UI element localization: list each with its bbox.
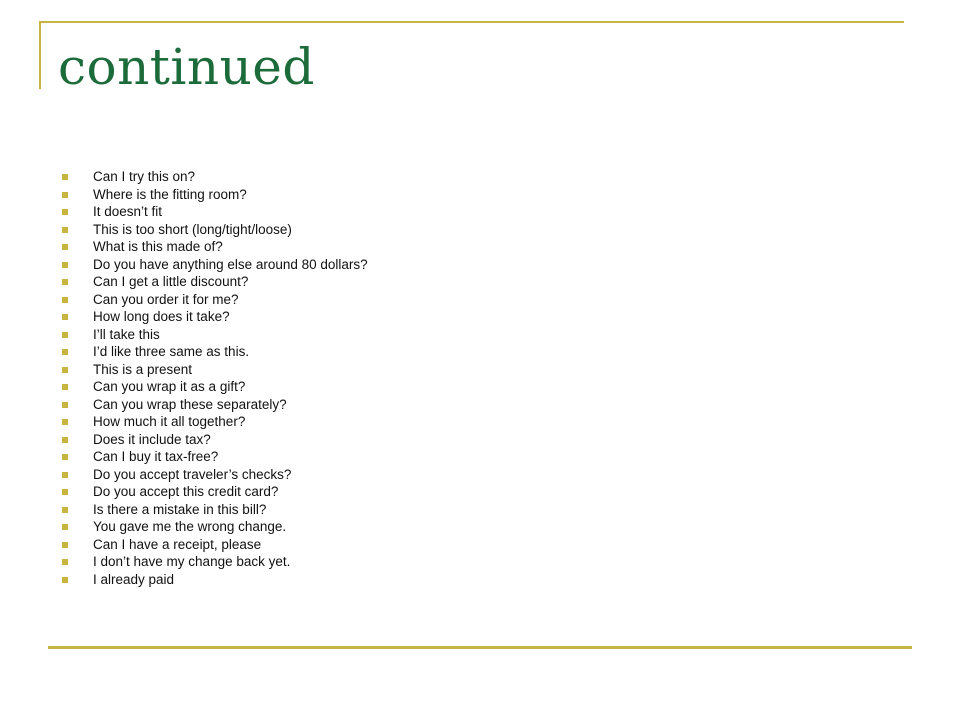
bullet-item <box>60 326 880 344</box>
bullet-item <box>60 221 880 239</box>
bullet-item <box>60 396 880 414</box>
bullet-item <box>60 413 880 431</box>
square-bullet-icon <box>62 384 68 390</box>
square-bullet-icon <box>62 542 68 548</box>
square-bullet-icon <box>62 314 68 320</box>
square-bullet-icon <box>62 489 68 495</box>
square-bullet-icon <box>62 262 68 268</box>
square-bullet-icon <box>62 349 68 355</box>
bullet-item <box>60 168 880 186</box>
bullet-item <box>60 291 880 309</box>
bullet-text: I’d like three same as this. <box>93 344 250 359</box>
square-bullet-icon <box>62 472 68 478</box>
bullet-text: I don’t have my change back yet. <box>93 554 291 569</box>
bullet-text: You gave me the wrong change. <box>93 519 287 534</box>
bullet-item <box>60 431 880 449</box>
square-bullet-icon <box>62 454 68 460</box>
bullet-text: Is there a mistake in this bill? <box>93 501 267 517</box>
square-bullet-icon <box>62 402 68 408</box>
bullet-list <box>60 168 880 588</box>
bullet-item <box>60 203 880 221</box>
square-bullet-icon <box>62 192 68 198</box>
bullet-item <box>60 361 880 379</box>
square-bullet-icon <box>62 209 68 215</box>
bullet-item <box>60 238 880 256</box>
square-bullet-icon <box>62 507 68 513</box>
bullet-text: Can I try this on? <box>93 169 196 184</box>
square-bullet-icon <box>62 437 68 443</box>
square-bullet-icon <box>62 419 68 425</box>
bullet-item <box>60 466 880 484</box>
bullet-text: I’ll take this <box>93 326 160 342</box>
bullet-text: Can you order it for me? <box>93 291 239 307</box>
bullet-text: It doesn’t fit <box>93 204 163 219</box>
bullet-item <box>60 378 880 396</box>
square-bullet-icon <box>62 332 68 338</box>
bullet-text: Where is the fitting room? <box>93 186 247 202</box>
bullet-item <box>60 536 880 554</box>
bullet-text: This is too short (long/tight/loose) <box>93 221 292 237</box>
bullet-item <box>60 448 880 466</box>
bullet-text: How much it all together? <box>93 414 246 429</box>
square-bullet-icon <box>62 227 68 233</box>
bottom-rule <box>48 646 912 649</box>
bullet-text: Can I get a little discount? <box>93 274 249 289</box>
bullet-text: This is a present <box>93 361 193 377</box>
bullet-text: Can you wrap it as a gift? <box>93 379 246 394</box>
bullet-item <box>60 553 880 571</box>
bullet-item <box>60 273 880 291</box>
bullet-item <box>60 518 880 536</box>
bullet-text: Do you accept traveler’s checks? <box>93 466 292 482</box>
bullet-item <box>60 256 880 274</box>
slide-title: continued <box>58 38 315 96</box>
square-bullet-icon <box>62 559 68 565</box>
bullet-item <box>60 501 880 519</box>
square-bullet-icon <box>62 174 68 180</box>
bullet-text: What is this made of? <box>93 239 223 254</box>
bullet-item <box>60 571 880 589</box>
square-bullet-icon <box>62 524 68 530</box>
bullet-item <box>60 483 880 501</box>
bullet-text: Can I have a receipt, please <box>93 536 262 552</box>
square-bullet-icon <box>62 279 68 285</box>
bullet-text: Do you have anything else around 80 dollars? <box>93 256 368 272</box>
square-bullet-icon <box>62 297 68 303</box>
bullet-text: Can you wrap these separately? <box>93 396 287 412</box>
square-bullet-icon <box>62 244 68 250</box>
bullet-item <box>60 308 880 326</box>
bullet-text: How long does it take? <box>93 309 230 324</box>
square-bullet-icon <box>62 367 68 373</box>
top-rule <box>40 21 904 23</box>
bullet-item <box>60 343 880 361</box>
bullet-text: Do you accept this credit card? <box>93 484 279 499</box>
bullet-text: Can I buy it tax-free? <box>93 449 219 464</box>
bullet-text: Does it include tax? <box>93 431 211 447</box>
bullet-text: I already paid <box>93 571 175 587</box>
bullet-item <box>60 186 880 204</box>
left-rule <box>39 21 41 89</box>
square-bullet-icon <box>62 577 68 583</box>
